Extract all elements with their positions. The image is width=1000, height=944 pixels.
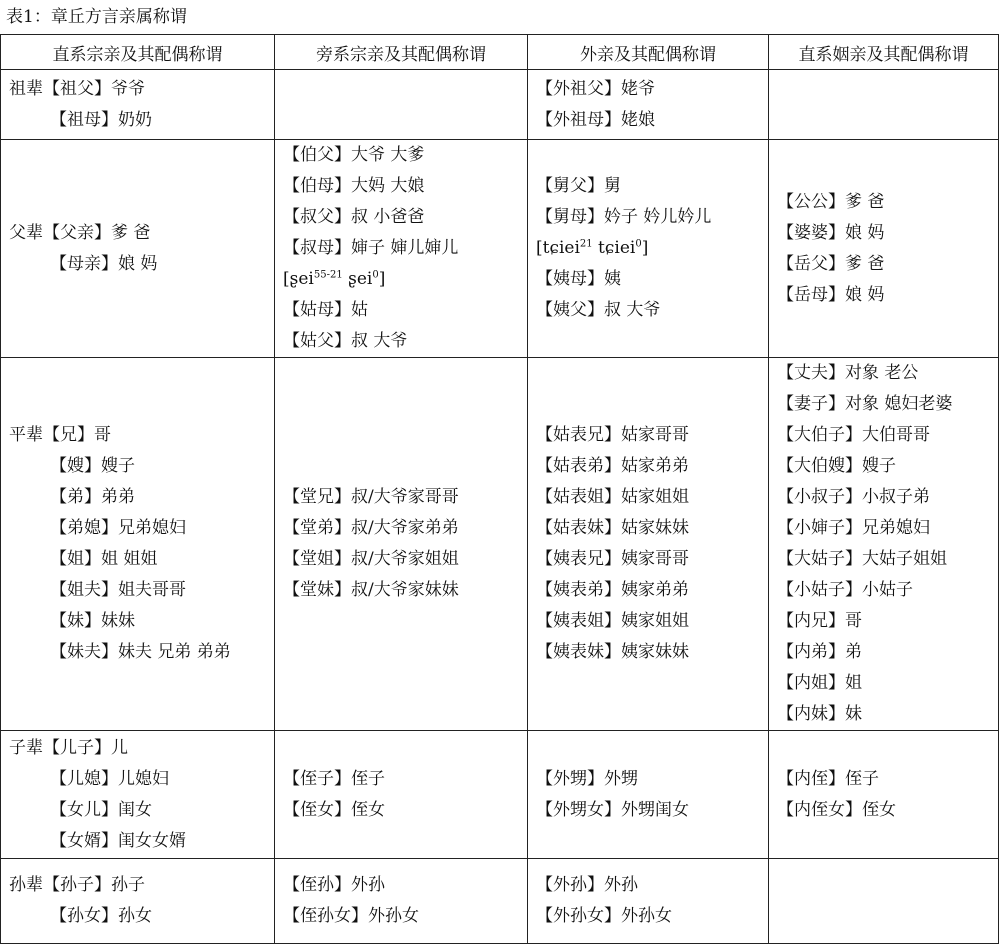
- kin-term: 【堂兄】叔/大爷家哥哥: [283, 487, 459, 507]
- cell-collateral: [275, 731, 528, 859]
- cell-content: [536, 171, 768, 326]
- kin-term: 【女婿】闺女女婿: [50, 830, 186, 851]
- kin-term: [tɕiei$^{21}$ tɕiei$^0$]: [536, 238, 649, 258]
- kin-term: 【内妹】妹: [777, 704, 862, 724]
- kin-term: 【弟】弟弟: [50, 487, 135, 507]
- cell-in-law: [769, 358, 999, 731]
- kin-term: 【姑父】叔 大爷: [283, 331, 408, 351]
- kin-term: 【内侄】侄子: [777, 768, 879, 789]
- kin-term: 【外甥】外甥: [536, 768, 638, 789]
- cell-in-law: [769, 140, 999, 358]
- cell-lineal: [1, 358, 275, 731]
- cell-content: [9, 733, 274, 857]
- cell-in-law: [769, 70, 999, 140]
- cell-maternal: [528, 70, 769, 140]
- kin-term: 【姨母】姨: [536, 269, 621, 289]
- table-caption: 表1：章丘方言亲属称谓: [6, 7, 187, 27]
- kin-term: 【舅父】舅: [536, 176, 621, 196]
- kin-term: 【姑表妹】姑家妹妹: [536, 518, 689, 538]
- header-collateral-kin: 旁系宗亲及其配偶称谓: [275, 35, 528, 70]
- header-in-law-kin: 直系姻亲及其配偶称谓: [769, 35, 999, 70]
- kin-term: 【内姐】姐: [777, 673, 862, 693]
- cell-maternal: [528, 731, 769, 859]
- kin-term: 【伯父】大爷 大爹: [283, 145, 425, 165]
- kin-term: 父辈【父亲】爹 爸: [9, 222, 151, 243]
- cell-collateral: [275, 358, 528, 731]
- header-lineal-kin: 直系宗亲及其配偶称谓: [1, 35, 275, 70]
- kin-term: 【婆婆】娘 妈: [777, 222, 885, 243]
- kin-term: 【叔父】叔 小爸爸: [283, 207, 425, 227]
- kin-term: [ʂei$^{55-21}$ ʂei$^0$]: [283, 269, 386, 289]
- cell-in-law: [769, 859, 999, 944]
- kin-term: 【姨表姐】姨家姐姐: [536, 611, 689, 631]
- kin-term: 【弟媳】兄弟媳妇: [50, 518, 186, 538]
- cell-content: [9, 420, 274, 668]
- kin-term: 【内兄】哥: [777, 611, 862, 631]
- kin-term: 【妻子】对象 媳妇老婆: [777, 394, 953, 414]
- kin-term: 【公公】爹 爸: [777, 191, 885, 212]
- kin-term: 【外祖母】姥娘: [536, 109, 655, 130]
- kin-term: 【妹夫】妹夫 兄弟 弟弟: [50, 642, 231, 662]
- table-row: [1, 358, 999, 731]
- cell-content: [283, 482, 527, 606]
- cell-content: [536, 74, 768, 136]
- kin-term: 【伯母】大妈 大娘: [283, 176, 425, 196]
- cell-maternal: [528, 358, 769, 731]
- kin-term: 【侄子】侄子: [283, 768, 385, 789]
- kin-term: 【堂姐】叔/大爷家姐姐: [283, 549, 459, 569]
- cell-lineal: [1, 70, 275, 140]
- kin-term: 【女儿】闺女: [50, 799, 152, 820]
- kin-term: 【舅母】妗子 妗儿妗儿: [536, 207, 712, 227]
- table-row: [1, 731, 999, 859]
- kin-term: 平辈【兄】哥: [9, 425, 111, 445]
- cell-collateral: [275, 140, 528, 358]
- cell-content: [283, 140, 527, 357]
- kin-term: 【嫂】嫂子: [50, 456, 135, 476]
- kin-term: 【丈夫】对象 老公: [777, 363, 919, 383]
- cell-content: [777, 358, 998, 730]
- kin-term: 【侄女】侄女: [283, 799, 385, 820]
- kin-term: 【小婶子】兄弟媳妇: [777, 518, 930, 538]
- kin-term: 【内侄女】侄女: [777, 799, 896, 820]
- kin-term: 【姨父】叔 大爷: [536, 300, 661, 320]
- cell-lineal: [1, 859, 275, 944]
- kin-term: 【堂妹】叔/大爷家妹妹: [283, 580, 459, 600]
- kin-term: 【外甥女】外甥闺女: [536, 799, 689, 820]
- cell-maternal: [528, 140, 769, 358]
- table-row: [1, 859, 999, 944]
- kin-term: 【外孙女】外孙女: [536, 906, 672, 926]
- kin-term: 【母亲】娘 妈: [50, 253, 158, 274]
- kin-term: 【大姑子】大姑子姐姐: [777, 549, 947, 569]
- cell-collateral: [275, 859, 528, 944]
- cell-content: [536, 420, 768, 668]
- kin-term: 【姨表弟】姨家弟弟: [536, 580, 689, 600]
- cell-collateral: [275, 70, 528, 140]
- kin-term: 【姐】姐 姐姐: [50, 549, 158, 569]
- kin-term: 【姨表兄】姨家哥哥: [536, 549, 689, 569]
- cell-content: [536, 764, 768, 826]
- cell-lineal: [1, 731, 275, 859]
- kin-term: 【姑表姐】姑家姐姐: [536, 487, 689, 507]
- kin-term: 【岳父】爹 爸: [777, 253, 885, 274]
- kin-term: 祖辈【祖父】爷爷: [9, 78, 145, 99]
- kin-term: 【小姑子】小姑子: [777, 580, 913, 600]
- kin-term: 【小叔子】小叔子弟: [777, 487, 930, 507]
- kin-term: 【祖母】奶奶: [50, 109, 152, 130]
- kin-term: 【姑母】姑: [283, 300, 368, 320]
- kin-term: 子辈【儿子】儿: [9, 737, 128, 758]
- cell-content: [9, 74, 274, 136]
- kin-term: 【堂弟】叔/大爷家弟弟: [283, 518, 459, 538]
- table-row: [1, 70, 999, 140]
- cell-content: [9, 218, 274, 280]
- kin-term: 【内弟】弟: [777, 642, 862, 662]
- kin-term: 孙辈【孙子】孙子: [9, 875, 145, 895]
- cell-content: [9, 870, 274, 932]
- kin-term: 【儿媳】儿媳妇: [50, 768, 169, 789]
- header-maternal-kin: 外亲及其配偶称谓: [528, 35, 769, 70]
- kin-term: 【岳母】娘 妈: [777, 284, 885, 305]
- kin-term: 【姐夫】姐夫哥哥: [50, 580, 186, 600]
- cell-content: [283, 764, 527, 826]
- kin-term: 【大伯嫂】嫂子: [777, 456, 896, 476]
- cell-content: [283, 870, 527, 932]
- kin-term: 【大伯子】大伯哥哥: [777, 425, 930, 445]
- kin-term: 【妹】妹妹: [50, 611, 135, 631]
- cell-maternal: [528, 859, 769, 944]
- header-row: [1, 35, 999, 70]
- kin-term: 【叔母】婶子 婶儿婶儿: [283, 238, 459, 258]
- kin-term: 【侄孙】外孙: [283, 875, 385, 895]
- kin-term: 【姨表妹】姨家妹妹: [536, 642, 689, 662]
- kinship-table: [0, 34, 999, 944]
- cell-lineal: [1, 140, 275, 358]
- kin-term: 【外祖父】姥爷: [536, 78, 655, 99]
- kin-term: 【孙女】孙女: [50, 906, 152, 926]
- kin-term: 【侄孙女】外孙女: [283, 906, 419, 926]
- cell-in-law: [769, 731, 999, 859]
- cell-content: [777, 764, 998, 826]
- kin-term: 【姑表弟】姑家弟弟: [536, 456, 689, 476]
- table-row: [1, 140, 999, 358]
- cell-content: [536, 870, 768, 932]
- kin-term: 【姑表兄】姑家哥哥: [536, 425, 689, 445]
- kin-term: 【外孙】外孙: [536, 875, 638, 895]
- cell-content: [777, 187, 998, 311]
